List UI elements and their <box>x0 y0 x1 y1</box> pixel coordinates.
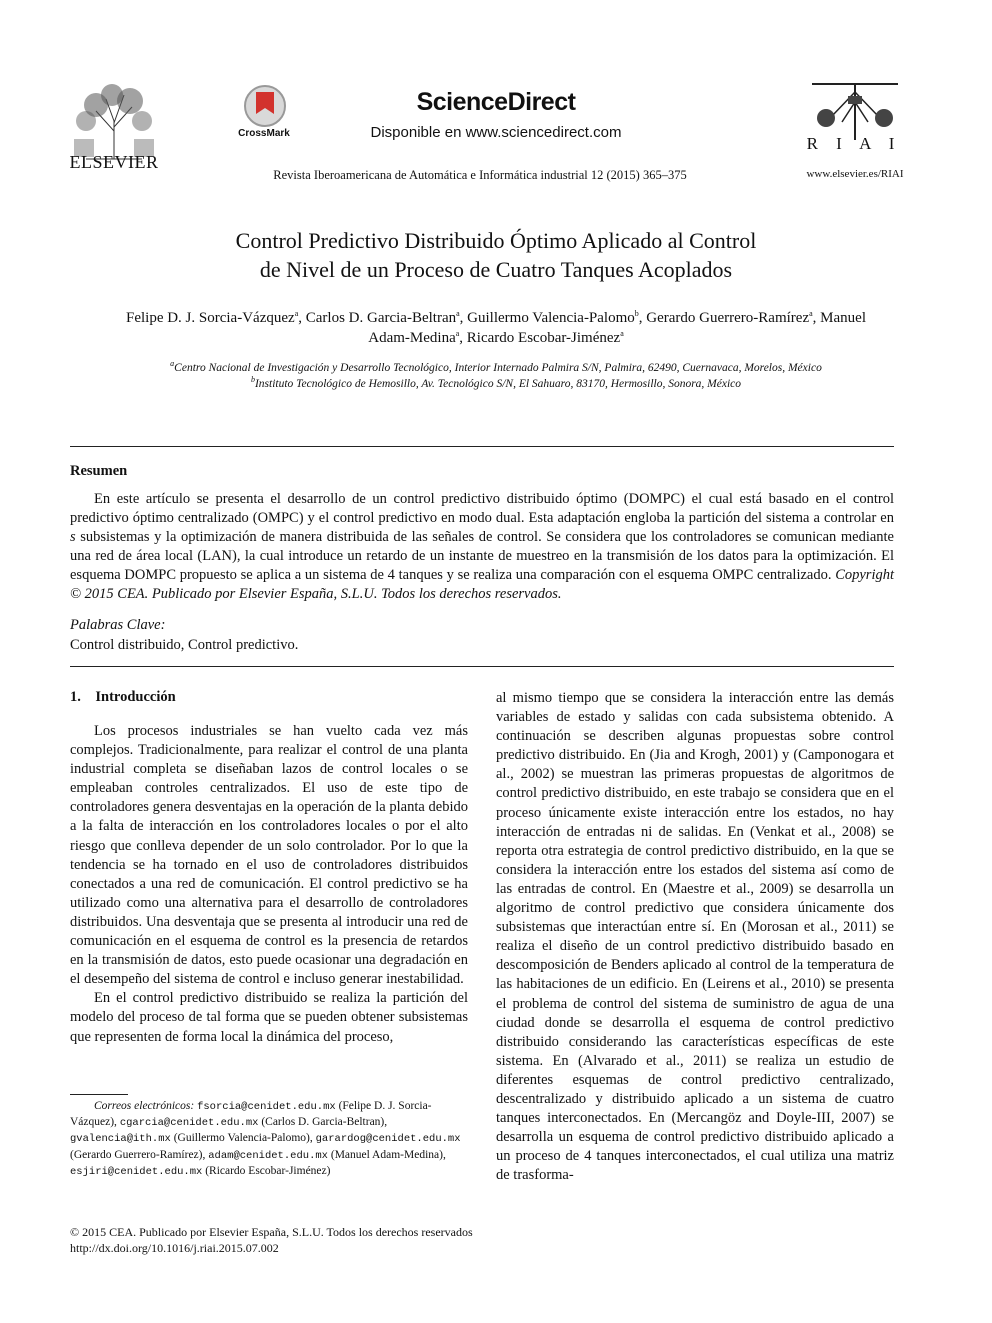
affiliations <box>70 360 922 392</box>
email-owner: (Guillermo Valencia-Palomo), <box>170 1132 316 1145</box>
crossmark-label[interactable]: CrossMark <box>238 128 290 139</box>
riai-label: R I A I <box>806 134 902 153</box>
affiliation-a: Centro Nacional de Investigación y Desarrollo Tecnológico, Interior Internado Palmira S/N, Palmira, 62490, Cuernavaca, Morelos, México <box>174 362 822 374</box>
bottom-block <box>70 1224 473 1256</box>
abstract-part: subsistemas y la optimización de manera distribuida de las señales de control. Se considera que los controladores se comunican mediante una red de área local (LAN), la cual introduce un retardo de un instante de muestreo en la transmisión de los datos para la optimización. El esquema DOMPC propuesto se aplica a un sistema de 4 tanques y se realiza una comparación con el esquema OMPC centralizado. <box>70 529 894 583</box>
affiliation-b: Instituto Tecnológico de Hemosillo, Av. Tecnológico S/N, El Sahuaro, 83170, Hermosillo, Sonora, México <box>254 378 742 390</box>
author-affil-mark: a <box>294 309 299 318</box>
title-line-2: de Nivel de un Proceso de Cuatro Tanques Acoplados <box>259 257 733 282</box>
left-column <box>70 722 468 1047</box>
divider <box>70 446 894 447</box>
email-owner: (Carlos D. Garcia-Beltran), <box>258 1116 388 1129</box>
footnote-label: Correos electrónicos: <box>94 1100 195 1112</box>
email-link[interactable]: adam@cenidet.edu.mx <box>208 1149 328 1162</box>
author-name: , Manuel <box>812 310 866 326</box>
author-affil-mark: a <box>455 329 460 338</box>
author-affil-mark: a <box>456 309 460 318</box>
email-link[interactable]: garardog@cenidet.edu.mx <box>315 1133 461 1146</box>
author-list <box>70 308 922 348</box>
abstract-part: En este artículo se presenta el desarrollo de un control predictivo distribuido óptimo (DOMPC) el cual está basado en el control predictivo óptimo centralizado (OMPC) y el control predictivo en modo dual. Esta adaptación engloba la partición del sistema a controlar en <box>70 491 894 526</box>
abstract-heading: Resumen <box>70 463 128 479</box>
paragraph: Los procesos industriales se han vuelto cada vez más complejos. Tradicionalmente, para realizar el control de una planta industrial completa se diseñaban lazos de control locales o se empleaban controles centralizados. El uso de este tipo de controladores genera desventajas en la operación de la planta debido a la falta de interacción en los controladores locales o por el alto riesgo que conlleva depender de un solo controlador. Por lo que la tendencia se ha tornado en el uso de controladores distribuidos conectados a una red de comunicación. El control predictivo se ha utilizado como una alternativa para el desarrollo de controladores distribuidos. Una desventaja que se presenta al introducir una red de comunicación en el esquema de control es la presencia de retardos en la transmisión de datos, esto puede ocasionar una degradación en el desempeño del sistema de control e incluso generar inestabilidad. <box>70 723 468 988</box>
author-name: , Gerardo Guerrero-Ramírez <box>638 310 810 326</box>
journal-citation: Revista Iberoamericana de Automática e Informática industrial 12 (2015) 365–375 <box>273 168 687 182</box>
doi-link[interactable]: http://dx.doi.org/10.1016/j.riai.2015.07.002 <box>70 1241 279 1255</box>
footnote-emails <box>70 1099 468 1180</box>
divider <box>70 666 894 667</box>
abstract-var: s <box>70 529 76 545</box>
email-owner: (Gerardo Guerrero-Ramírez), <box>70 1148 209 1161</box>
email-owner: (Ricardo Escobar-Jiménez) <box>202 1164 331 1177</box>
author-name: Adam-Medina <box>368 330 456 346</box>
author-affil-mark: a <box>809 309 813 318</box>
riai-url-link[interactable]: www.elsevier.es/RIAI <box>806 168 904 180</box>
email-link[interactable]: cgarcia@cenidet.edu.mx <box>119 1117 259 1130</box>
abstract-text <box>70 490 894 604</box>
author-name: Felipe D. J. Sorcia-Vázquez <box>125 310 295 326</box>
paragraph: En el control predictivo distribuido se realiza la partición del modelo del proceso de tal forma que se pueden obtener subsistemas que representen de forma local la dinámica del proceso, <box>70 990 468 1045</box>
author-name: , Carlos D. Garcia-Beltran <box>298 310 457 326</box>
author-name: , Guillermo Valencia-Palomo <box>459 310 635 326</box>
author-name: , Ricardo Escobar-Jiménez <box>459 330 621 346</box>
affil-mark: b <box>250 375 255 385</box>
section-heading: 1. Introducción <box>70 689 176 705</box>
email-link[interactable]: gvalencia@ith.mx <box>70 1133 171 1146</box>
right-column <box>496 689 894 1185</box>
sciencedirect-title: ScienceDirect <box>416 88 576 116</box>
keywords-text: Control distribuido, Control predictivo. <box>70 637 299 653</box>
sciencedirect-subtitle: Disponible en www.sciencedirect.com <box>370 124 622 141</box>
email-link[interactable]: esjiri@cenidet.edu.mx <box>70 1165 203 1178</box>
title-line-1: Control Predictivo Distribuido Óptimo Aplicado al Control <box>235 228 757 253</box>
affil-mark: a <box>170 359 175 369</box>
email-owner: (Manuel Adam-Medina), <box>327 1148 446 1161</box>
email-link[interactable]: fsorcia@cenidet.edu.mx <box>197 1101 336 1113</box>
bottom-copyright: © 2015 CEA. Publicado por Elsevier España, S.L.U. Todos los derechos reservados <box>70 1225 473 1239</box>
elsevier-label: ELSEVIER <box>69 152 159 172</box>
author-affil-mark: a <box>620 329 624 338</box>
paper-title <box>100 226 892 284</box>
footnote-rule <box>70 1094 128 1095</box>
paragraph: al mismo tiempo que se considera la interacción entre las demás variables de estado y salidas con cada subsistema obtenido. A continuación se describen algunas propuestas sobre control predictivo distribuido. En (Jia and Krogh, 2001) y (Camponogara et al., 2002) se muestran las primeras propuestas de algoritmos de control predictivo distribuido, en este trabajo se considera que en el proceso únicamente existe interacción entre los estados, no hay interacción de entradas ni de salidas. En (Venkat et al., 2008) se reporta otra estrategia de control predictivo distribuido, en la que se considera la interacción entre los estados del sistema así como de las entradas de control. En (Maestre et al., 2009) se desarrolla un algoritmo de control predictivo que considera únicamente dos subsistemas que interactúan entre sí. En (Morosan et al., 2011) se realiza el diseño de un control predictivo distribuido basado en descomposición de Benders aplicado al control de la temperatura de las habitaciones de un edificio. En (Leirens et al., 2010) se presenta el problema de control del sistema de suministro de agua de una ciudad donde se desarrolla el esquema de control predictivo distribuido considerando las características específicas de este sistema. En (Alvarado et al., 2011) se realiza un estudio de diferentes esquemas de control predictivo centralizado, descentralizado y distribuido aplicado a un sistema de cuatro tanques interconectados. En (Mercangöz and Doyle-III, 2007) se desarrolla un esquema de control predictivo distribuido aplicado a un proceso de 4 tanques interconectados, el cual utiliza una matriz de trasforma- <box>496 690 894 1184</box>
abstract-copyright: Copyright © 2015 CEA. Publicado por Elsevier España, S.L.U. Todos los derechos reservados. <box>70 567 894 602</box>
author-affil-mark: b <box>634 309 639 318</box>
email-owner: (Felipe D. J. Sorcia-Vázquez), <box>70 1100 432 1129</box>
keywords-label: Palabras Clave: <box>70 617 166 633</box>
